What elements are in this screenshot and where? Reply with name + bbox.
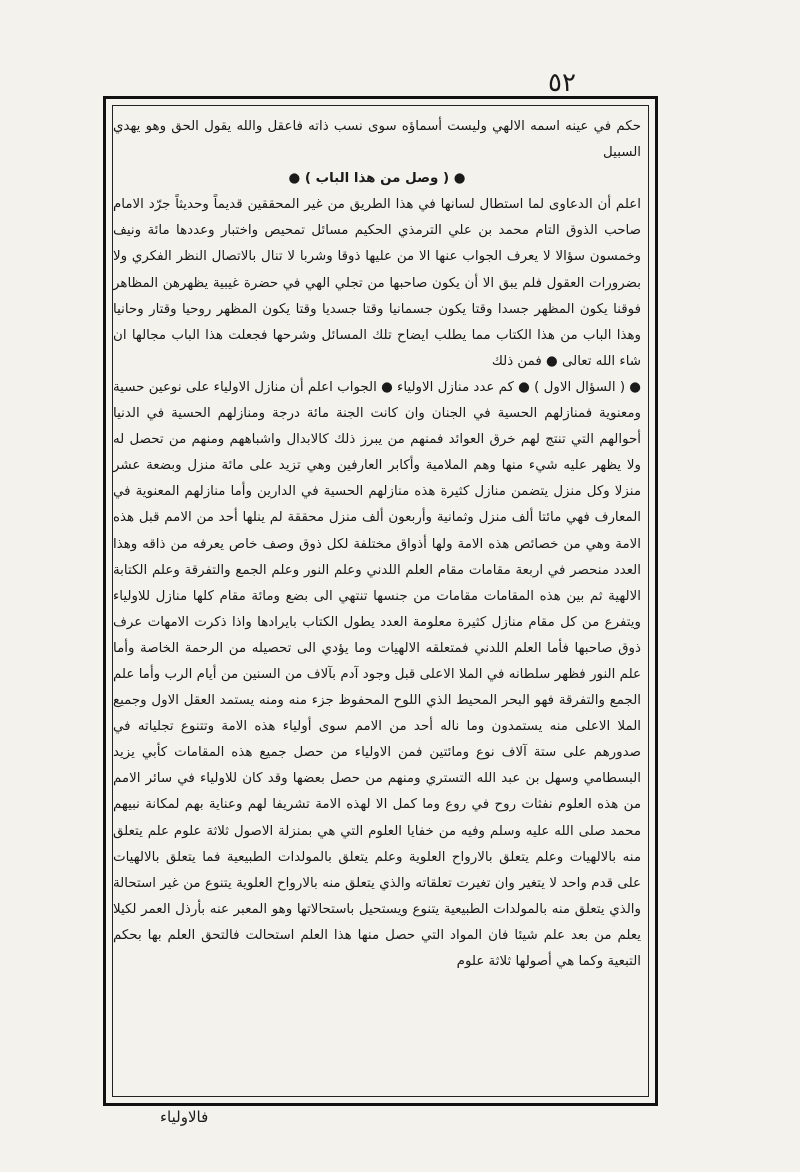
intro-paragraph: اعلم أن الدعاوى لما استطال لسانها في هذا الطريق من غير المحققين قديماً وحديثاً جرّد الامام صاحب الذوق التام محمد بن علي الترمذي الحكيم مسائل تمحيص واختبار وعددها مائة ونيف وخمسون سؤالا لا يعرف الجواب عنها الا من عليها ذوقا وشربا لا تنال بالاتصال النظر الفكري ولا بضرورات العقول فلم يبق الا أن يكون صاحبها من تجلي الهي في حضرة غيبية يظهرهن المظاهر فوقنا يكون المظهر جسدا وقتا يكون جسمانيا وقتا جسديا وقتا يكون المظهر روحيا وقتار وحانيا وهذا الباب من هذا الكتاب مما يطلب ايضاح تلك المسائل وشرحها فجعلت هذا الباب مجالها ان شاء الله تعالى ● فمن ذلك <box>113 197 641 369</box>
first-question-paragraph: ● ( السؤال الاول ) ● كم عدد منازل الاولياء ● الجواب اعلم أن منازل الاولياء على نوعين حسية ومعنوية فمنازلهم الحسية في الجنان وان كانت الجنة مائة درجة ومنازلهم الحسية في الدنيا أحوالهم التي تنتج لهم خرق العوائد فمنهم من يبرز ذلك كالابدال واشباههم ومنهم من تحصل له ولا يظهر عليه شيء منها وهم الملامية وأكابر العارفين وهي تزيد على مائة منزل وبضعة عشر منزلا وكل منزل يتضمن منازل كثيرة هذه منازلهم الحسية في الدارين وأما منازلهم المعنوية في المعارف فهي مائتا ألف منزل وثمانية وأربعون ألف منزل محققة لم ينلها أحد من الامم قبل هذه الامة وهي من خصائص هذه الامة ولها أذواق مختلفة لكل ذوق وصف خاص يعرفه من ذاقه وهذا العدد منحصر في اربعة مقامات مقام العلم اللدني وعلم النور وعلم الجمع والتفرقة وعلم الكتابة الالهية ثم بين هذه المقامات مقامات من جنسها تنتهي الى بضع ومائة مقام كلها منازل للاولياء ويتفرع من كل مقام منازل كثيرة معلومة العدد يطول الكتاب بايرادها واذا ذكرت الامهات عرف ذوق صاحبها فأما العلم اللدني فمتعلقه الالهيات وما يؤدي الى تحصيله من الرحمة الخاصة وأما علم النور فظهر سلطانه في الملا الاعلى قبل وجود آدم بآلاف من السنين من أيام الرب وأما علم الجمع والتفرقة فهو البحر المحيط الذي اللوح المحفوظ جزء منه ومنه يستمد العقل الاول وجميع الملا الاعلى منه يستمدون وما ناله أحد من الامم سوى أولياء هذه الامة وتتنوع تجلياته في صدورهم على ستة آلاف نوع ومائتين فمن الاولياء من حصل جميع هذه المقامات كأبي يزيد البسطامي وسهل بن عبد الله التستري ومنهم من حصل بعضها وقد كان للاولياء في سائر الامم من هذه العلوم نفثات روح في روع وما كمل الا لهذه الامة تشريفا لهم وعناية بهم لمكانة نبيهم محمد صلى الله عليه وسلم وفيه من خفايا العلوم التي هي بمنزلة الاصول ثلاثة علوم علم يتعلق منه بالالهيات وعلم يتعلق بالارواح العلوية وعلم يتعلق بالمولدات الطبيعية فما يتعلق بالالهيات على قدم واحد لا يتغير وان تغيرت تعلقاته والذي يتعلق منه بالارواح العلوية يتنوع من غير استحالة والذي يتعلق منه بالمولدات الطبيعية يتنوع ويستحيل باستحالاتها وهو المعبر عنه بأرذل العمر لكيلا يعلم من بعد علم شيئا فان المواد التي حصل منها هذا العلم استحالت فالتحق العلم بها بحكم التبعية وكما هي أصولها ثلاثة علوم <box>113 379 641 969</box>
catchword: فالاولياء <box>160 1108 209 1126</box>
page-number: ٥٢ <box>548 68 576 98</box>
main-text-block <box>113 114 641 1092</box>
opening-paragraph: حكم في عينه اسمه الالهي وليست أسماؤه سوى نسب ذاته فاعقل والله يقول الحق وهو يهدي السبيل <box>113 119 641 161</box>
section-heading: ● ( وصل من هذا الباب ) ● <box>288 171 466 187</box>
